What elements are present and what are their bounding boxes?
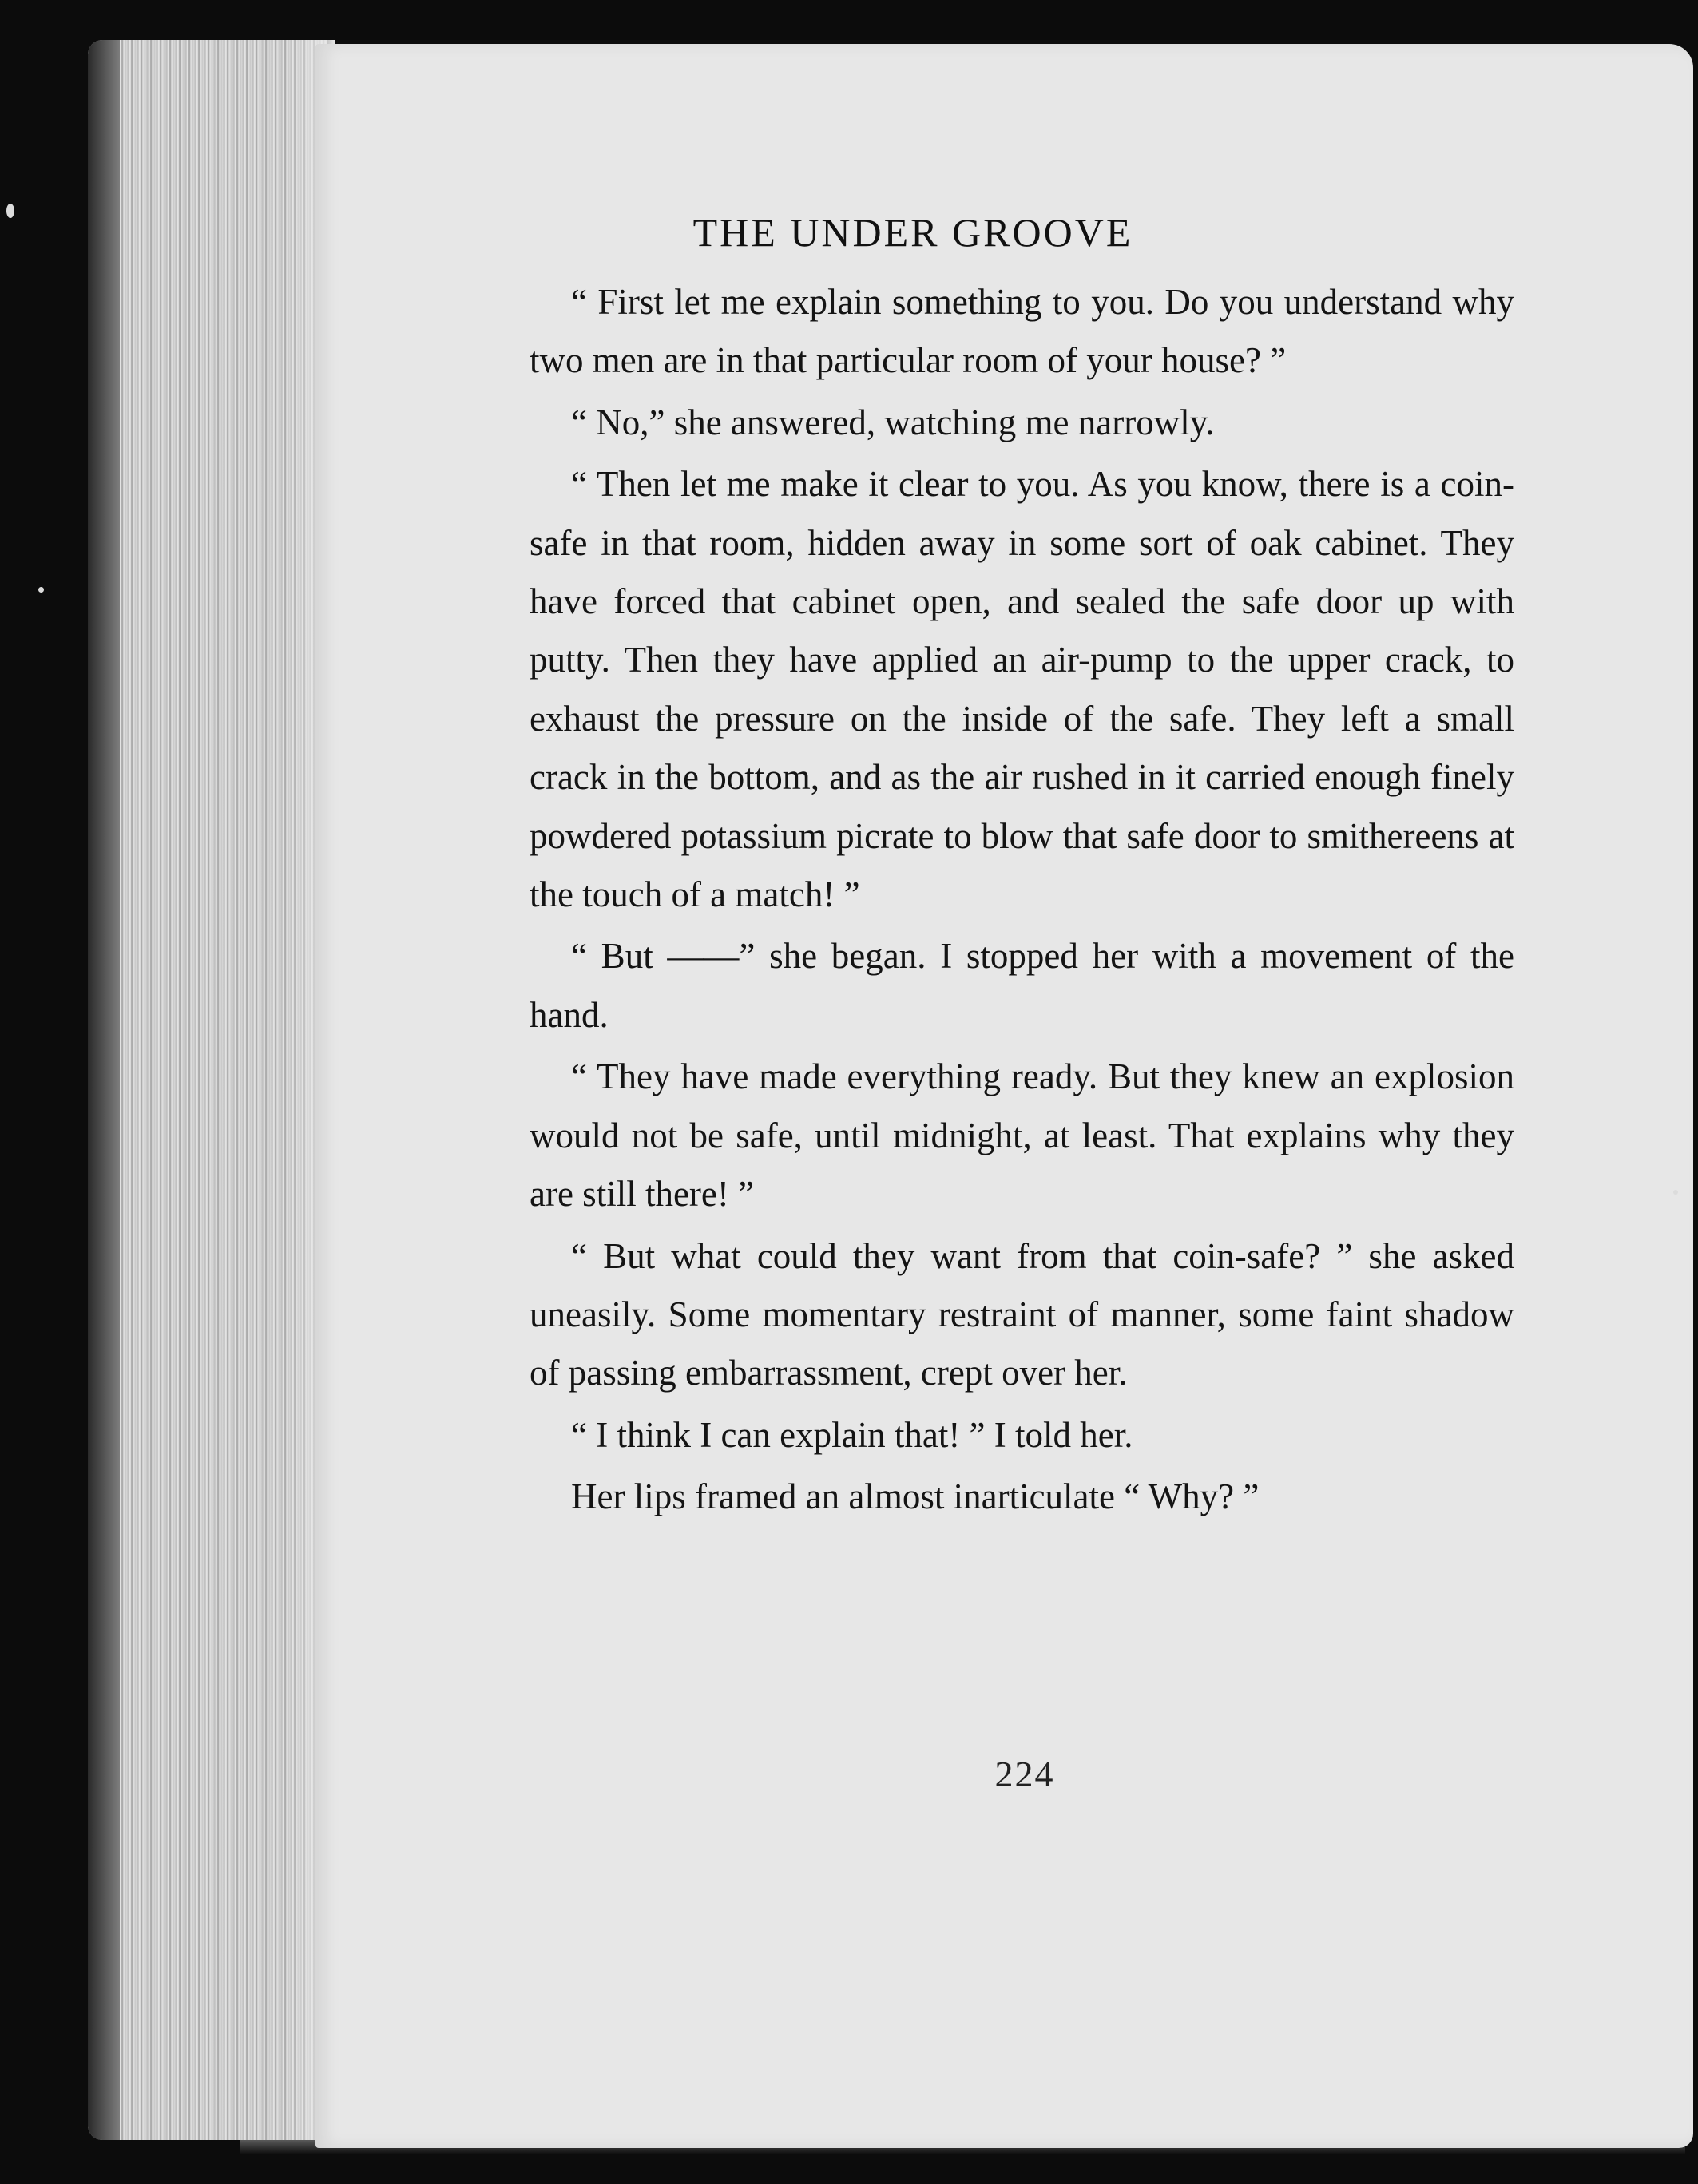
paragraph: “ I think I can explain that! ” I told her. [571,1414,1133,1455]
book-page-edges [88,40,327,2140]
paragraph: “ But ——” she began. I stopped her with a movement of the hand. [530,936,1514,1035]
page-number: 224 [994,1754,1055,1794]
paragraph: “ No,” she answered, watching me narrowly. [571,402,1215,442]
paragraph: “ First let me explain something to you. Do you understand why two men are in that particular room of your house? ” [530,282,1514,381]
body-text [530,273,1514,1530]
scan-speck [38,587,44,593]
paragraph: “ But what could they want from that coin-safe? ” she asked uneasily. Some momentary restraint of manner, some faint shadow of passing embarrassment, crept over her. [530,1235,1514,1393]
scan-speck [1673,1190,1678,1195]
running-head: THE UNDER GROOVE [692,210,1133,255]
paragraph: “ They have made everything ready. But they knew an explosion would not be safe, until midnight, at least. That explains why they are still there! ” [530,1056,1514,1215]
paragraph: Her lips framed an almost inarticulate “ Why? ” [571,1476,1260,1517]
paragraph: “ Then let me make it clear to you. As you know, there is a coin-safe in that room, hidden away in some sort of oak cabinet. They have forced that cabinet open, and sealed the safe door up with putty. Then they have applied an air-pump to the upper crack, to exhaust the pressure on the inside of the safe. They left a small crack in the bottom, and as the air rushed in it carried enough finely powdered potassium picrate to blow that safe door to smithereens at the touch of a match! ” [530,464,1514,915]
